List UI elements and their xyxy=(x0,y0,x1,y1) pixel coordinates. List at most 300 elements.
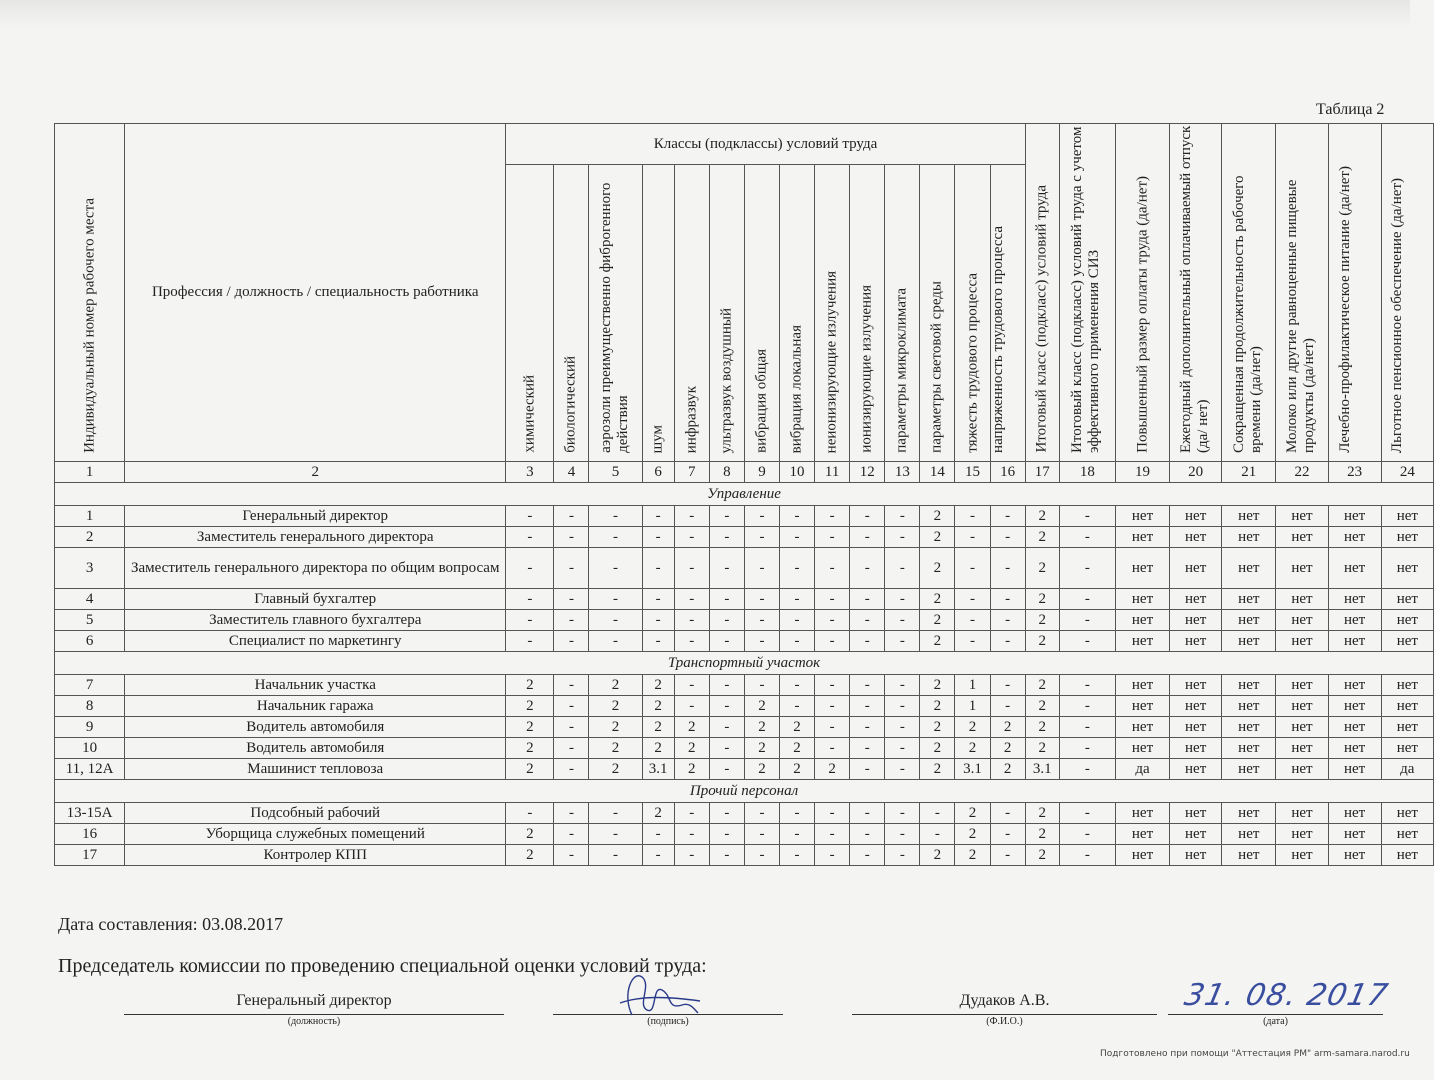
table-cell: - xyxy=(554,506,589,527)
table-cell: - xyxy=(885,589,920,610)
table-cell: - xyxy=(850,738,885,759)
column-number: 16 xyxy=(990,462,1025,483)
table-cell: 2 xyxy=(990,759,1025,780)
header-classes-group: Классы (подклассы) условий труда xyxy=(506,124,1025,165)
table-cell: 2 xyxy=(642,738,674,759)
header-factor-12: ионизирующие излучения xyxy=(850,165,885,462)
header-col-19: Повышенный размер оплаты труда (да/нет) xyxy=(1115,124,1169,462)
header-factor-10: вибрация локальная xyxy=(779,165,814,462)
position-caption: (должность) xyxy=(287,1016,341,1027)
table-cell: нет xyxy=(1115,675,1169,696)
table-cell: 2 xyxy=(1025,803,1059,824)
table-cell: - xyxy=(990,824,1025,845)
table-row xyxy=(55,803,1434,824)
table-cell: нет xyxy=(1276,610,1328,631)
table-cell: нет xyxy=(1170,631,1222,652)
table-cell: - xyxy=(920,803,955,824)
commission-chair-caption: Председатель комиссии по проведению специальной оценки условий труда: xyxy=(58,955,707,977)
table-cell: 1 xyxy=(955,675,990,696)
table-cell: 2 xyxy=(920,548,955,589)
table-cell: - xyxy=(674,845,709,866)
workplace-number: 5 xyxy=(55,610,125,631)
header-col-24: Льготное пенсионное обеспечение (да/нет) xyxy=(1381,124,1433,462)
table-row xyxy=(55,610,1434,631)
table-cell: 2 xyxy=(1025,675,1059,696)
table-cell: - xyxy=(589,548,642,589)
software-credit: Подготовлено при помощи "Аттестация РМ" arm-samara.narod.ru xyxy=(1100,1049,1410,1059)
table-cell: - xyxy=(850,631,885,652)
table-cell: - xyxy=(850,845,885,866)
table-row xyxy=(55,506,1434,527)
table-cell: - xyxy=(554,759,589,780)
workplace-number: 4 xyxy=(55,589,125,610)
table-cell: - xyxy=(589,803,642,824)
table-cell: - xyxy=(1059,675,1115,696)
table-cell: - xyxy=(885,759,920,780)
table-cell: 2 xyxy=(1025,738,1059,759)
table-cell: - xyxy=(815,717,850,738)
table-cell: - xyxy=(885,527,920,548)
table-cell: 2 xyxy=(744,759,779,780)
table-cell: - xyxy=(885,631,920,652)
column-number: 20 xyxy=(1170,462,1222,483)
table-cell: - xyxy=(589,610,642,631)
position-name: Уборщица служебных помещений xyxy=(125,824,506,845)
table-cell: 2 xyxy=(1025,610,1059,631)
table-cell: 2 xyxy=(506,824,554,845)
table-cell: 2 xyxy=(589,717,642,738)
table-cell: нет xyxy=(1276,506,1328,527)
table-cell: нет xyxy=(1328,696,1381,717)
table-cell: 2 xyxy=(920,696,955,717)
table-cell: нет xyxy=(1115,506,1169,527)
fio-line xyxy=(852,1014,1157,1015)
header-factor-8: ультразвук воздушный xyxy=(709,165,744,462)
table-cell: - xyxy=(744,631,779,652)
table-cell: - xyxy=(554,631,589,652)
table-cell: нет xyxy=(1328,803,1381,824)
table-cell: нет xyxy=(1328,610,1381,631)
table-cell: нет xyxy=(1115,717,1169,738)
position-name: Водитель автомобиля xyxy=(125,717,506,738)
table-cell: 2 xyxy=(674,759,709,780)
scan-edge xyxy=(0,0,1410,28)
table-cell: - xyxy=(990,675,1025,696)
column-number: 22 xyxy=(1276,462,1328,483)
table-cell: - xyxy=(955,589,990,610)
column-number: 17 xyxy=(1025,462,1059,483)
table-cell: - xyxy=(990,589,1025,610)
table-cell: - xyxy=(815,589,850,610)
table-cell: - xyxy=(779,506,814,527)
workplace-number: 16 xyxy=(55,824,125,845)
table-cell: 2 xyxy=(955,824,990,845)
table-cell: - xyxy=(779,548,814,589)
table-cell: 3.1 xyxy=(642,759,674,780)
table-cell: - xyxy=(990,803,1025,824)
table-cell: нет xyxy=(1381,631,1433,652)
table-cell: нет xyxy=(1276,527,1328,548)
position-name: Заместитель генерального директора xyxy=(125,527,506,548)
table-cell: нет xyxy=(1115,824,1169,845)
table-cell: - xyxy=(674,506,709,527)
table-row xyxy=(55,631,1434,652)
table-cell: нет xyxy=(1381,717,1433,738)
table-cell: нет xyxy=(1276,696,1328,717)
table-cell: нет xyxy=(1115,589,1169,610)
table-cell: - xyxy=(554,610,589,631)
table-cell: - xyxy=(815,631,850,652)
workplace-number: 17 xyxy=(55,845,125,866)
position-name: Водитель автомобиля xyxy=(125,738,506,759)
table-cell: - xyxy=(1059,803,1115,824)
table-cell: 2 xyxy=(642,675,674,696)
table-cell: - xyxy=(955,631,990,652)
table-cell: 2 xyxy=(506,717,554,738)
table-cell: - xyxy=(779,610,814,631)
table-cell: нет xyxy=(1381,610,1433,631)
table-cell: - xyxy=(779,845,814,866)
table-cell: - xyxy=(885,506,920,527)
table-cell: нет xyxy=(1222,527,1276,548)
table-cell: 2 xyxy=(1025,548,1059,589)
table-cell: - xyxy=(1059,548,1115,589)
table-cell: нет xyxy=(1115,696,1169,717)
table-cell: нет xyxy=(1222,506,1276,527)
table-cell: - xyxy=(674,610,709,631)
table-cell: нет xyxy=(1276,824,1328,845)
table-cell: - xyxy=(554,527,589,548)
signature-caption: (подпись) xyxy=(647,1016,689,1027)
table-cell: - xyxy=(850,589,885,610)
table-row xyxy=(55,696,1434,717)
table-cell: нет xyxy=(1115,803,1169,824)
table-cell: да xyxy=(1115,759,1169,780)
table-cell: - xyxy=(1059,738,1115,759)
header-col-23: Лечебно-профилактическое питание (да/нет) xyxy=(1328,124,1381,462)
table-cell: 2 xyxy=(920,506,955,527)
column-number: 14 xyxy=(920,462,955,483)
workplace-number: 7 xyxy=(55,675,125,696)
column-number-row xyxy=(55,462,1434,483)
header-row-1 xyxy=(55,124,1434,165)
table-cell: - xyxy=(589,589,642,610)
table-cell: - xyxy=(709,675,744,696)
table-cell: - xyxy=(850,717,885,738)
fio-value: Дудаков А.В. xyxy=(959,992,1050,1009)
table-cell: нет xyxy=(1170,759,1222,780)
date-caption: (дата) xyxy=(1263,1016,1288,1027)
table-cell: - xyxy=(506,506,554,527)
table-cell: - xyxy=(744,803,779,824)
table-cell: нет xyxy=(1170,506,1222,527)
table-cell: - xyxy=(642,506,674,527)
table-cell: - xyxy=(744,675,779,696)
table-cell: 2 xyxy=(674,738,709,759)
table-cell: - xyxy=(885,824,920,845)
table-cell: - xyxy=(850,675,885,696)
column-number: 23 xyxy=(1328,462,1381,483)
table-cell: нет xyxy=(1381,506,1433,527)
table-cell: - xyxy=(1059,845,1115,866)
column-number: 4 xyxy=(554,462,589,483)
column-number: 6 xyxy=(642,462,674,483)
table-cell: нет xyxy=(1381,824,1433,845)
table-cell: - xyxy=(709,696,744,717)
table-cell: - xyxy=(779,824,814,845)
table-cell: нет xyxy=(1222,589,1276,610)
table-cell: 2 xyxy=(779,717,814,738)
header-factor-3: химический xyxy=(506,165,554,462)
table-cell: 2 xyxy=(779,738,814,759)
table-cell: 2 xyxy=(990,738,1025,759)
table-cell: 2 xyxy=(642,717,674,738)
table-row xyxy=(55,548,1434,589)
table-cell: 2 xyxy=(674,717,709,738)
table-row xyxy=(55,589,1434,610)
table-cell: 2 xyxy=(1025,696,1059,717)
table-cell: - xyxy=(709,824,744,845)
column-number: 18 xyxy=(1059,462,1115,483)
table-cell: - xyxy=(709,548,744,589)
table-cell: - xyxy=(850,803,885,824)
table-cell: 2 xyxy=(920,610,955,631)
table-cell: 2 xyxy=(920,675,955,696)
table-cell: - xyxy=(1059,610,1115,631)
table-cell: нет xyxy=(1328,527,1381,548)
table-cell: - xyxy=(815,548,850,589)
table-cell: нет xyxy=(1115,527,1169,548)
column-number: 9 xyxy=(744,462,779,483)
table-cell: 2 xyxy=(642,696,674,717)
table-cell: нет xyxy=(1115,631,1169,652)
header-col-22: Молоко или другие равноценные пищевые продукты (да/нет) xyxy=(1276,124,1328,462)
table-cell: - xyxy=(709,631,744,652)
table-cell: - xyxy=(589,631,642,652)
table-cell: 2 xyxy=(642,803,674,824)
table-cell: 2 xyxy=(744,717,779,738)
table-cell: - xyxy=(554,589,589,610)
table-cell: нет xyxy=(1328,759,1381,780)
table-cell: - xyxy=(920,824,955,845)
table-cell: нет xyxy=(1381,738,1433,759)
column-number: 10 xyxy=(779,462,814,483)
table-cell: - xyxy=(779,631,814,652)
table-cell: нет xyxy=(1222,824,1276,845)
table-cell: нет xyxy=(1328,845,1381,866)
table-cell: нет xyxy=(1328,717,1381,738)
table-cell: - xyxy=(674,696,709,717)
column-number: 21 xyxy=(1222,462,1276,483)
table-cell: нет xyxy=(1222,845,1276,866)
workplace-number: 8 xyxy=(55,696,125,717)
table-cell: нет xyxy=(1170,738,1222,759)
column-number: 24 xyxy=(1381,462,1433,483)
workplace-number: 9 xyxy=(55,717,125,738)
table-cell: - xyxy=(709,506,744,527)
table-cell: - xyxy=(1059,696,1115,717)
table-cell: - xyxy=(885,610,920,631)
table-cell: нет xyxy=(1115,845,1169,866)
table-cell: - xyxy=(554,845,589,866)
header-factor-16: напряженность трудового процесса xyxy=(990,165,1025,462)
table-cell: 2 xyxy=(589,759,642,780)
table-cell: - xyxy=(506,610,554,631)
table-cell: нет xyxy=(1170,824,1222,845)
header-col-21: Сокращенная продолжительность рабочего времени (да/нет) xyxy=(1222,124,1276,462)
table-cell: - xyxy=(642,631,674,652)
table-cell: - xyxy=(815,824,850,845)
position-name: Заместитель главного бухгалтера xyxy=(125,610,506,631)
table-cell: - xyxy=(506,589,554,610)
table-cell: нет xyxy=(1222,610,1276,631)
table-cell: 2 xyxy=(506,845,554,866)
compile-date: Дата составления: 03.08.2017 xyxy=(58,914,284,934)
table-cell: - xyxy=(815,738,850,759)
position-name: Контролер КПП xyxy=(125,845,506,866)
table-cell: нет xyxy=(1222,631,1276,652)
table-cell: - xyxy=(674,675,709,696)
column-number: 19 xyxy=(1115,462,1169,483)
table-cell: нет xyxy=(1381,548,1433,589)
table-cell: - xyxy=(779,675,814,696)
table-cell: - xyxy=(815,527,850,548)
table-cell: нет xyxy=(1222,803,1276,824)
table-cell: - xyxy=(1059,717,1115,738)
table-row xyxy=(55,824,1434,845)
column-number: 13 xyxy=(885,462,920,483)
table-cell: 2 xyxy=(506,738,554,759)
table-cell: - xyxy=(885,548,920,589)
table-cell: - xyxy=(744,548,779,589)
table-cell: 2 xyxy=(955,738,990,759)
header-factor-11: неионизирующие излучения xyxy=(815,165,850,462)
table-cell: 3.1 xyxy=(955,759,990,780)
table-cell: нет xyxy=(1276,717,1328,738)
table-cell: - xyxy=(885,738,920,759)
table-cell: - xyxy=(885,717,920,738)
table-cell: - xyxy=(709,738,744,759)
section-title: Прочий персонал xyxy=(55,780,1434,803)
table-cell: нет xyxy=(1276,631,1328,652)
table-cell: 2 xyxy=(779,759,814,780)
header-col-20: Ежегодный дополнительный оплачиваемый отпуск (да/ нет) xyxy=(1170,124,1222,462)
table-cell: нет xyxy=(1222,696,1276,717)
table-cell: 2 xyxy=(1025,845,1059,866)
section-title: Управление xyxy=(55,483,1434,506)
table-cell: - xyxy=(744,610,779,631)
table-label: Таблица 2 xyxy=(1316,101,1385,118)
table-cell: нет xyxy=(1328,738,1381,759)
column-number: 7 xyxy=(674,462,709,483)
table-cell: 2 xyxy=(815,759,850,780)
table-cell: 3.1 xyxy=(1025,759,1059,780)
table-cell: - xyxy=(850,759,885,780)
table-cell: - xyxy=(506,548,554,589)
section-row xyxy=(55,483,1434,506)
workplace-number: 1 xyxy=(55,506,125,527)
table-cell: - xyxy=(554,803,589,824)
table-cell: - xyxy=(674,824,709,845)
table-cell: - xyxy=(815,845,850,866)
workplace-number: 11, 12А xyxy=(55,759,125,780)
table-cell: - xyxy=(744,589,779,610)
table-cell: 1 xyxy=(955,696,990,717)
position-line xyxy=(124,1014,504,1015)
table-cell: 2 xyxy=(506,696,554,717)
table-cell: - xyxy=(1059,631,1115,652)
table-row xyxy=(55,527,1434,548)
table-cell: 2 xyxy=(506,759,554,780)
table-cell: нет xyxy=(1170,675,1222,696)
table-cell: - xyxy=(642,824,674,845)
table-cell: - xyxy=(955,610,990,631)
table-cell: нет xyxy=(1222,717,1276,738)
table-cell: нет xyxy=(1170,696,1222,717)
workplace-number: 13-15А xyxy=(55,803,125,824)
header-col-17: Итоговый класс (подкласс) условий труда xyxy=(1025,124,1059,462)
table-cell: 2 xyxy=(589,738,642,759)
table-cell: - xyxy=(642,845,674,866)
table-cell: - xyxy=(990,631,1025,652)
table-cell: - xyxy=(1059,759,1115,780)
table-cell: - xyxy=(744,527,779,548)
table-cell: 2 xyxy=(1025,527,1059,548)
table-cell: 2 xyxy=(1025,589,1059,610)
table-cell: - xyxy=(1059,527,1115,548)
table-cell: нет xyxy=(1170,548,1222,589)
table-cell: нет xyxy=(1381,527,1433,548)
table-cell: - xyxy=(850,824,885,845)
table-cell: 2 xyxy=(1025,631,1059,652)
table-cell: - xyxy=(554,696,589,717)
table-cell: - xyxy=(990,506,1025,527)
table-cell: 2 xyxy=(920,717,955,738)
table-cell: - xyxy=(779,589,814,610)
table-cell: - xyxy=(779,696,814,717)
table-row xyxy=(55,738,1434,759)
workplace-number: 3 xyxy=(55,548,125,589)
header-col-18: Итоговый класс (подкласс) условий труда с учетом эффективного применения СИЗ xyxy=(1059,124,1115,462)
table-cell: - xyxy=(990,610,1025,631)
table-cell: 2 xyxy=(920,527,955,548)
table-cell: - xyxy=(674,527,709,548)
table-cell: - xyxy=(554,824,589,845)
sout-results-table xyxy=(54,123,1434,866)
table-cell: - xyxy=(554,675,589,696)
table-cell: - xyxy=(1059,589,1115,610)
position-name: Специалист по маркетингу xyxy=(125,631,506,652)
table-cell: 2 xyxy=(920,631,955,652)
table-cell: - xyxy=(674,589,709,610)
table-cell: нет xyxy=(1381,589,1433,610)
table-cell: нет xyxy=(1381,675,1433,696)
workplace-number: 10 xyxy=(55,738,125,759)
table-cell: - xyxy=(850,610,885,631)
table-cell: - xyxy=(955,506,990,527)
table-cell: - xyxy=(779,527,814,548)
header-factor-15: тяжесть трудового процесса xyxy=(955,165,990,462)
position-name: Генеральный директор xyxy=(125,506,506,527)
header-col-1: Индивидуальный номер рабочего места xyxy=(55,124,125,462)
header-factor-14: параметры световой среды xyxy=(920,165,955,462)
table-cell: 2 xyxy=(744,696,779,717)
column-number: 3 xyxy=(506,462,554,483)
table-cell: - xyxy=(709,589,744,610)
table-row xyxy=(55,717,1434,738)
table-cell: нет xyxy=(1381,803,1433,824)
table-cell: - xyxy=(885,803,920,824)
